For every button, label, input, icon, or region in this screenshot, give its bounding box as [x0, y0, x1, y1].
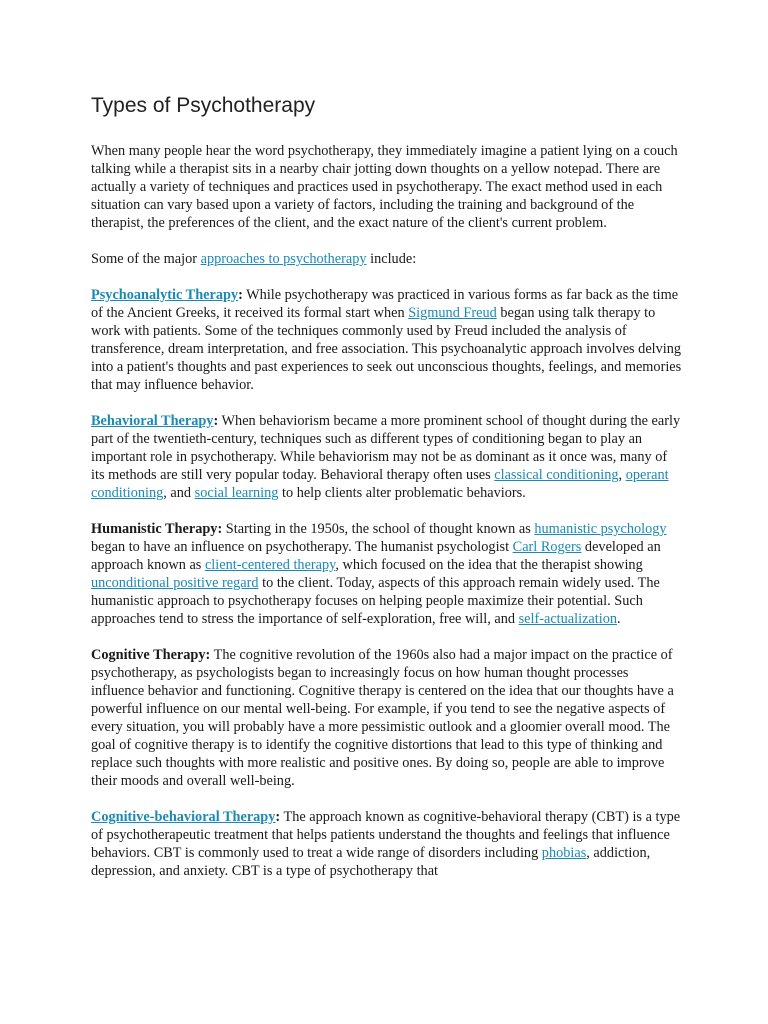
cbt-text-2: , addiction, depression, and anxiety. CBT is a type of psychotherapy that: [91, 845, 651, 879]
humanistic-text-4: , which focused on the idea that the therapist showing: [335, 557, 643, 573]
psychoanalytic-paragraph: [91, 286, 683, 394]
major-text-before: Some of the major: [91, 251, 201, 267]
humanistic-text-3: developed an approach known as: [91, 539, 661, 573]
intro-paragraph: When many people hear the word psychotherapy, they immediately imagine a patient lying on a couch talking while a therapist sits in a nearby chair jotting down thoughts on a yellow notepad. There are actually a variety of techniques and practices used in psychotherapy. The exact method used in each situation can vary based upon a variety of factors, including the training and background of the therapist, the preferences of the client, and the exact nature of the client's current problem.: [91, 143, 678, 231]
behavioral-text-1: When behaviorism became a more prominent school of thought during the early part of the twentieth-century, techniques such as different types of conditioning began to play an important role in psychotherapy. While behaviorism may not be as dominant as it once was, many of its methods are still very popular today. Behavioral therapy often uses: [91, 413, 681, 483]
cognitive-text-1: The cognitive revolution of the 1960s also had a major impact on the practice of psychotherapy, as psychologists began to increasingly focus on how human thought processes influence behavior and functioning. Cognitive therapy is centered on the idea that our thoughts have a powerful influence on our mental well-being. For example, if you tend to see the negative aspects of every situation, you will probably have a more pessimistic outlook and a gloomier overall mood. The goal of cognitive therapy is to identify the cognitive distortions that lead to this type of thinking and replace such thoughts with more realistic and positive ones. By doing so, people are able to improve their moods and overall well-being.: [91, 647, 674, 789]
self-actualization-link[interactable]: self-actualization: [518, 611, 618, 627]
humanistic-paragraph: [91, 520, 683, 628]
cbt-heading-link[interactable]: Cognitive-behavioral Therapy: [91, 809, 276, 825]
cbt-paragraph: [91, 808, 683, 880]
behavioral-heading-link[interactable]: Behavioral Therapy: [91, 413, 214, 429]
phobias-link[interactable]: phobias: [541, 845, 587, 861]
humanistic-text-5: to the client. Today, aspects of this approach remain widely used. The humanistic approach to psychotherapy focuses on helping people maximize their potential. Such approaches tend to stress the importance of self-exploration, free will, and: [91, 575, 660, 627]
operant-conditioning-link[interactable]: operant conditioning: [91, 467, 669, 501]
cbt-colon: :: [275, 809, 281, 825]
psychoanalytic-text-2: began using talk therapy to work with patients. Some of the techniques commonly used by Freud included the analysis of transference, dream interpretation, and free association. This psychoanalytic approach involves delving into a patient's thoughts and past experiences to seek out unconscious thoughts, feelings, and memories that may influence behavior.: [91, 305, 682, 393]
psychoanalytic-heading-link[interactable]: Psychoanalytic Therapy: [91, 287, 239, 303]
cbt-text-1: The approach known as cognitive-behavioral therapy (CBT) is a type of psychotherapeutic treatment that helps patients understand the thoughts and feelings that influence behaviors. CBT is commonly used to treat a wide range of disorders including: [91, 809, 681, 861]
major-text-after: include:: [366, 251, 417, 267]
behavioral-paragraph: [91, 412, 683, 502]
behavioral-text-3: , and: [163, 485, 195, 501]
behavioral-text-2: ,: [618, 467, 626, 483]
carl-rogers-link[interactable]: Carl Rogers: [512, 539, 582, 555]
sigmund-freud-link[interactable]: Sigmund Freud: [408, 305, 497, 321]
behavioral-colon: :: [213, 413, 219, 429]
approaches-link[interactable]: approaches to psychotherapy: [200, 251, 367, 267]
psychoanalytic-text-1: While psychotherapy was practiced in various forms as far back as the time of the Ancient Greeks, it received its formal start when: [91, 287, 679, 321]
humanistic-text-6: .: [617, 611, 621, 627]
humanistic-text-1: Starting in the 1950s, the school of thought known as: [222, 521, 535, 537]
unconditional-positive-regard-link[interactable]: unconditional positive regard: [91, 575, 259, 591]
client-centered-therapy-link[interactable]: client-centered therapy: [204, 557, 336, 573]
cognitive-heading: Cognitive Therapy:: [91, 647, 211, 663]
humanistic-heading: Humanistic Therapy:: [91, 521, 223, 537]
document-page: [91, 84, 683, 898]
psychoanalytic-colon: :: [238, 287, 243, 303]
behavioral-text-4: to help clients alter problematic behaviors.: [278, 485, 526, 501]
humanistic-psychology-link[interactable]: humanistic psychology: [534, 521, 667, 537]
page-title: Types of Psychotherapy: [91, 94, 316, 117]
social-learning-link[interactable]: social learning: [194, 485, 279, 501]
classical-conditioning-link[interactable]: classical conditioning: [494, 467, 619, 483]
cognitive-paragraph: [91, 646, 683, 790]
major-approaches-paragraph: [91, 250, 683, 268]
humanistic-text-2: began to have an influence on psychotherapy. The humanist psychologist: [91, 539, 513, 555]
